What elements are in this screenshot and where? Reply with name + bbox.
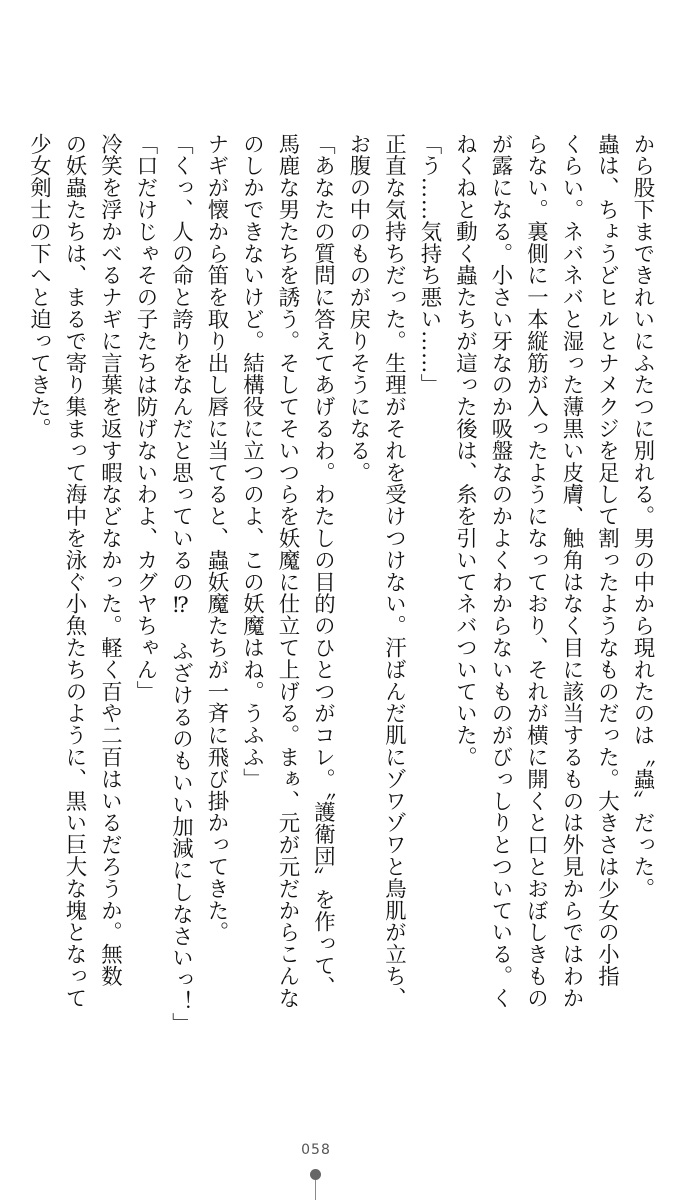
text-line: 「う……気持ち悪い……」 bbox=[417, 133, 442, 396]
text-line: ねくねと動く蟲たちが這った後は、糸を引いてネバついていた。 bbox=[452, 133, 478, 769]
text-line: 少女剣士の下へと迫ってきた。 bbox=[26, 133, 52, 440]
text-line: 「あなたの質問に答えてあげるわ。わたしの目的のひとつがコレ。〝護衛団〟を作って、 bbox=[310, 133, 336, 999]
text-line: 「くっ、人の命と誇りをなんだと思っているの⁉ ふざけるのもいい加減にしなさいっ！」 bbox=[168, 133, 194, 1035]
text-line: ナギが懐から笛を取り出し唇に当てると、蟲妖魔たちが一斉に飛び掛かってきた。 bbox=[204, 133, 229, 944]
text-line: お腹の中のものが戻りそうになる。 bbox=[346, 133, 371, 484]
text-line: 冷笑を浮かべるナギに言葉を返す暇などなかった。軽く百や二百はいるだろうか。無数 bbox=[97, 133, 123, 988]
text-line: 蟲は、ちょうどヒルとナメクジを足して割ったようなものだった。大きさは少女の小指 bbox=[594, 133, 620, 988]
page-number: 058 bbox=[301, 1142, 331, 1158]
text-line: らない。裏側に一本縦筋が入ったようになっており、それが横に開くと口とおぼしきもの bbox=[523, 133, 549, 1009]
text-line: が露になる。小さい牙なのか吸盤なのかよくわからないものがびっしりとついている。く bbox=[488, 133, 513, 1009]
text-line: の妖蟲たちは、まるで寄り集まって海中を泳ぐ小魚たちのように、黒い巨大な塊となって bbox=[62, 133, 87, 1009]
text-line: のしかできないけど。結構役に立つのよ、この妖魔はね。うふふ」 bbox=[239, 133, 265, 790]
page-marker-line bbox=[315, 1180, 316, 1200]
text-line: くらい。ネバネバと湿った薄黒い皮膚、触角はなく目に該当するものは外見からではわか bbox=[559, 133, 584, 1009]
text-line: 馬鹿な男たちを誘う。そしてそいつらを妖魔に仕立て上げる。まぁ、元が元だからこんな bbox=[275, 133, 300, 1009]
text-line: 「口だけじゃその子たちは防げないわよ、カグヤちゃん」 bbox=[133, 133, 158, 703]
body-text bbox=[26, 133, 660, 1053]
page-marker-dot bbox=[310, 1169, 321, 1180]
text-line: から股下まできれいにふたつに別れる。男の中から現れたのは〝蟲〟だった。 bbox=[630, 133, 655, 900]
text-line: 正直な気持ちだった。生理がそれを受けつけない。汗ばんだ肌にゾワゾワと鳥肌が立ち、 bbox=[381, 133, 407, 1009]
